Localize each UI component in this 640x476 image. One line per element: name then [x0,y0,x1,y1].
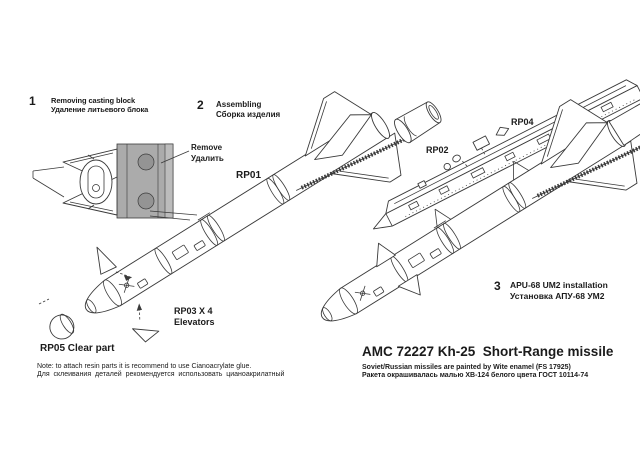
clear-part-tick [39,299,49,304]
callout-rp05: RP05 Clear part [40,343,115,354]
kit-title: AMC 72227 Kh-25 Short-Range missile [362,344,614,359]
step2-number: 2 [197,98,204,112]
glue-note-ru: Для склеивания деталей рекомендуется использовать цианоакрилатный [37,371,285,378]
callout-rp04: RP04 [511,117,534,127]
step1-number: 1 [29,94,36,108]
glue-note-en: Note: to attach resin parts it is recommend to use Cianoacrylate glue. [37,363,252,370]
paint-note-ru: Ракета окрашивалась малью ХВ-124 белого цвета ГОСТ 10114-74 [362,372,589,379]
nozzle-rear-view [80,160,112,204]
elevator-fin-lower [133,318,160,344]
step3-title-en: APU-68 UM2 installation [510,280,608,290]
callout-rp02: RP02 [426,145,449,155]
clear-dome-part [45,310,78,343]
step1-title-en: Removing casting block [51,96,136,105]
step2-title-en: Assembling [216,100,262,109]
elevator-fin-upper [88,244,117,276]
paint-note-en: Soviet/Russian missiles are painted by Wite enamel (FS 17925) [362,364,571,371]
exhaust-nozzle-part [391,98,444,145]
callout-rp01: RP01 [236,170,262,181]
step3-title-ru: Установка АПУ-68 УМ2 [510,291,605,301]
callout-rp03: RP03 X 4 [174,306,213,316]
step1-title-ru: Удаление литьевого блока [51,105,149,114]
step2-title-ru: Сборка изделия [216,110,281,119]
callout-rp03-sub: Elevators [174,317,215,327]
remove-callout-ru: Удалить [191,154,224,163]
remove-callout-en: Remove [191,143,223,152]
casting-block-diagram [33,144,197,220]
step3-number: 3 [494,279,501,293]
